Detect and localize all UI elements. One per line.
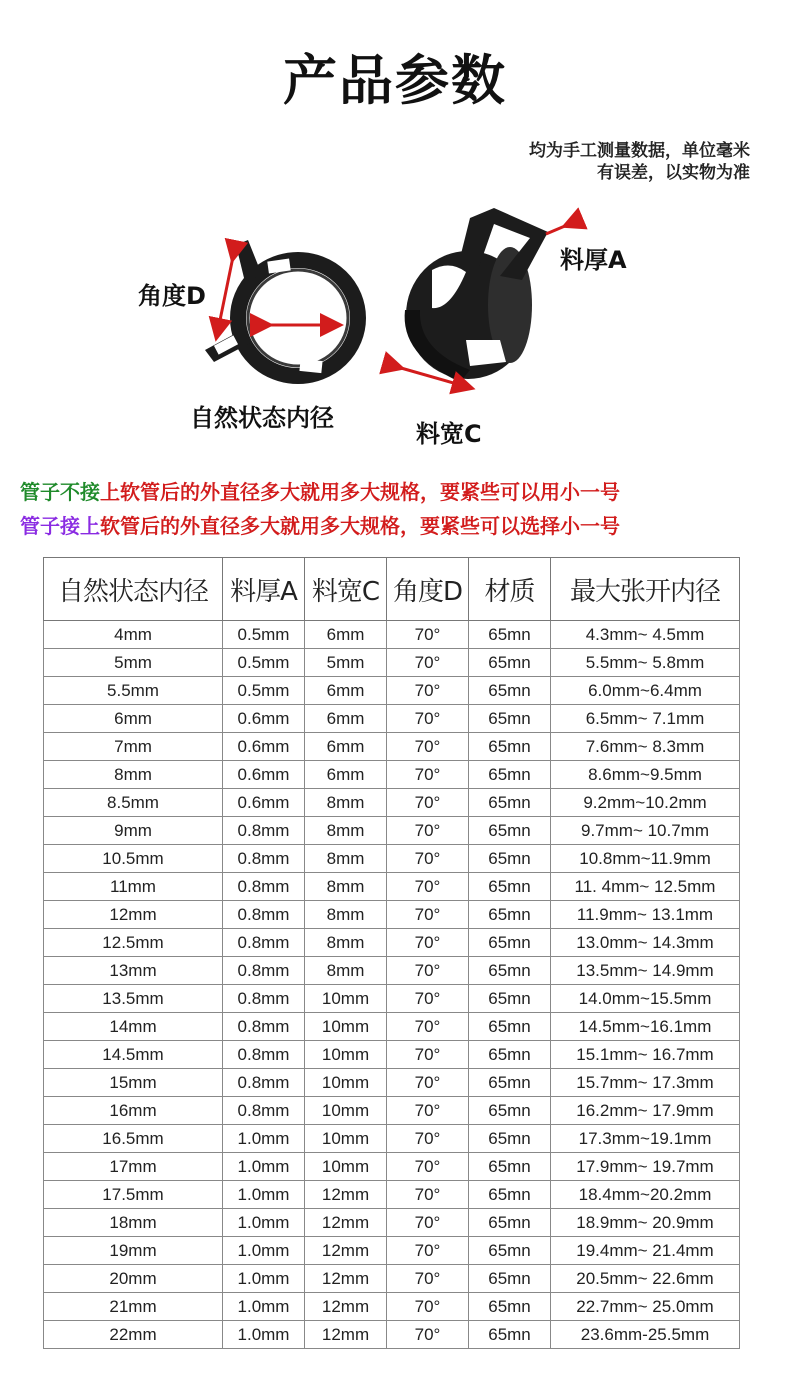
table-cell: 65mn	[469, 677, 551, 705]
table-cell: 65mn	[469, 1041, 551, 1069]
table-cell: 11.9mm~ 13.1mm	[551, 901, 740, 929]
table-cell: 14.5mm	[44, 1041, 223, 1069]
table-cell: 16.2mm~ 17.9mm	[551, 1097, 740, 1125]
table-cell: 65mn	[469, 1209, 551, 1237]
table-row	[44, 1237, 740, 1265]
table-cell: 18.9mm~ 20.9mm	[551, 1209, 740, 1237]
table-cell: 4mm	[44, 621, 223, 649]
table-cell: 65mn	[469, 929, 551, 957]
page-title: 产品参数	[283, 49, 507, 112]
table-cell: 12mm	[305, 1181, 387, 1209]
table-cell: 1.0mm	[223, 1321, 305, 1349]
header-width: 料宽C	[305, 558, 387, 621]
table-cell: 1.0mm	[223, 1265, 305, 1293]
table-cell: 70°	[387, 1069, 469, 1097]
table-cell: 6mm	[305, 761, 387, 789]
table-cell: 6.5mm~ 7.1mm	[551, 705, 740, 733]
table-cell: 13.0mm~ 14.3mm	[551, 929, 740, 957]
table-cell: 18mm	[44, 1209, 223, 1237]
table-cell: 70°	[387, 1181, 469, 1209]
table-cell: 15.7mm~ 17.3mm	[551, 1069, 740, 1097]
table-cell: 12mm	[305, 1293, 387, 1321]
table-row	[44, 1041, 740, 1069]
table-cell: 70°	[387, 733, 469, 761]
table-cell: 1.0mm	[223, 1209, 305, 1237]
table-cell: 10.5mm	[44, 845, 223, 873]
table-cell: 9.2mm~10.2mm	[551, 789, 740, 817]
table-row	[44, 901, 740, 929]
table-cell: 70°	[387, 1265, 469, 1293]
table-row	[44, 845, 740, 873]
table-cell: 65mn	[469, 1237, 551, 1265]
table-cell: 23.6mm-25.5mm	[551, 1321, 740, 1349]
table-row	[44, 1209, 740, 1237]
note-line-1: 均为手工测量数据，单位毫米	[529, 141, 750, 161]
table-cell: 0.8mm	[223, 985, 305, 1013]
label-width-c: 料宽C	[416, 420, 482, 448]
table-cell: 4.3mm~ 4.5mm	[551, 621, 740, 649]
instruction-1-part-c: 软管后的外直径多大就用多大规格，要紧些可以用小一号	[120, 480, 620, 504]
header-max-open: 最大张开内径	[551, 558, 740, 621]
note-line-2: 有误差，以实物为准	[597, 163, 750, 183]
header-material: 材质	[469, 558, 551, 621]
table-cell: 6mm	[305, 621, 387, 649]
table-cell: 6.0mm~6.4mm	[551, 677, 740, 705]
table-cell: 12.5mm	[44, 929, 223, 957]
table-row	[44, 789, 740, 817]
spec-table	[43, 557, 740, 1349]
table-cell: 5mm	[44, 649, 223, 677]
table-cell: 0.6mm	[223, 705, 305, 733]
table-cell: 15.1mm~ 16.7mm	[551, 1041, 740, 1069]
instruction-1-part-a: 管子不接	[20, 480, 100, 504]
table-cell: 70°	[387, 1125, 469, 1153]
table-row	[44, 817, 740, 845]
table-cell: 15mm	[44, 1069, 223, 1097]
spec-table-container	[43, 557, 739, 1349]
table-row	[44, 957, 740, 985]
table-cell: 0.8mm	[223, 901, 305, 929]
table-cell: 19mm	[44, 1237, 223, 1265]
table-cell: 70°	[387, 957, 469, 985]
table-cell: 1.0mm	[223, 1125, 305, 1153]
table-header-row	[44, 558, 740, 621]
table-cell: 65mn	[469, 789, 551, 817]
thickness-arrow	[546, 223, 572, 234]
table-cell: 12mm	[305, 1237, 387, 1265]
table-row	[44, 1069, 740, 1097]
instruction-line-2	[20, 510, 620, 539]
table-row	[44, 1293, 740, 1321]
table-cell: 1.0mm	[223, 1153, 305, 1181]
table-cell: 70°	[387, 1321, 469, 1349]
table-cell: 0.8mm	[223, 845, 305, 873]
table-cell: 17mm	[44, 1153, 223, 1181]
table-cell: 0.8mm	[223, 1041, 305, 1069]
table-cell: 16.5mm	[44, 1125, 223, 1153]
table-cell: 6mm	[305, 733, 387, 761]
large-clamp-image	[405, 208, 548, 382]
table-cell: 0.8mm	[223, 1013, 305, 1041]
table-cell: 70°	[387, 817, 469, 845]
instruction-2-part-b: 软管后的外直径多大就用多大规格，要紧些可以选择小一号	[100, 514, 620, 538]
table-cell: 0.8mm	[223, 1097, 305, 1125]
table-cell: 70°	[387, 1237, 469, 1265]
table-cell: 17.3mm~19.1mm	[551, 1125, 740, 1153]
table-cell: 1.0mm	[223, 1293, 305, 1321]
table-cell: 65mn	[469, 1153, 551, 1181]
table-cell: 65mn	[469, 957, 551, 985]
instruction-2-part-a: 管子接上	[20, 514, 100, 538]
table-row	[44, 1321, 740, 1349]
table-cell: 10mm	[305, 1013, 387, 1041]
table-cell: 70°	[387, 761, 469, 789]
table-cell: 13.5mm	[44, 985, 223, 1013]
table-cell: 65mn	[469, 761, 551, 789]
table-cell: 65mn	[469, 649, 551, 677]
table-cell: 0.8mm	[223, 957, 305, 985]
table-cell: 12mm	[305, 1321, 387, 1349]
table-cell: 8mm	[305, 873, 387, 901]
table-body	[44, 621, 740, 1349]
table-cell: 70°	[387, 873, 469, 901]
table-cell: 65mn	[469, 873, 551, 901]
table-cell: 14.0mm~15.5mm	[551, 985, 740, 1013]
table-cell: 6mm	[305, 677, 387, 705]
table-cell: 8mm	[305, 789, 387, 817]
table-cell: 17.5mm	[44, 1181, 223, 1209]
table-cell: 0.6mm	[223, 733, 305, 761]
table-cell: 22.7mm~ 25.0mm	[551, 1293, 740, 1321]
table-row	[44, 705, 740, 733]
table-cell: 9mm	[44, 817, 223, 845]
table-cell: 10mm	[305, 1153, 387, 1181]
table-cell: 12mm	[44, 901, 223, 929]
table-cell: 6mm	[44, 705, 223, 733]
table-cell: 8mm	[44, 761, 223, 789]
header-thickness: 料厚A	[223, 558, 305, 621]
table-row	[44, 1125, 740, 1153]
table-cell: 11mm	[44, 873, 223, 901]
table-cell: 70°	[387, 1209, 469, 1237]
table-cell: 65mn	[469, 845, 551, 873]
table-row	[44, 1153, 740, 1181]
table-cell: 8mm	[305, 901, 387, 929]
table-cell: 0.8mm	[223, 1069, 305, 1097]
product-diagram	[0, 190, 790, 460]
table-cell: 18.4mm~20.2mm	[551, 1181, 740, 1209]
table-cell: 17.9mm~ 19.7mm	[551, 1153, 740, 1181]
table-cell: 10mm	[305, 1125, 387, 1153]
table-cell: 20mm	[44, 1265, 223, 1293]
table-cell: 70°	[387, 1013, 469, 1041]
table-cell: 70°	[387, 901, 469, 929]
table-row	[44, 649, 740, 677]
instruction-1-part-b: 上	[100, 480, 120, 504]
table-cell: 65mn	[469, 1265, 551, 1293]
table-cell: 10.8mm~11.9mm	[551, 845, 740, 873]
table-cell: 0.5mm	[223, 677, 305, 705]
small-clamp-image	[205, 240, 358, 376]
measurement-note	[529, 140, 750, 184]
table-cell: 20.5mm~ 22.6mm	[551, 1265, 740, 1293]
header-inner-diameter: 自然状态内径	[44, 558, 223, 621]
table-cell: 21mm	[44, 1293, 223, 1321]
header-angle: 角度D	[387, 558, 469, 621]
label-thickness-a: 料厚A	[560, 246, 627, 274]
label-angle-d: 角度D	[138, 282, 206, 310]
table-cell: 65mn	[469, 1181, 551, 1209]
table-row	[44, 985, 740, 1013]
table-cell: 70°	[387, 1293, 469, 1321]
table-cell: 65mn	[469, 1097, 551, 1125]
table-cell: 65mn	[469, 705, 551, 733]
table-cell: 0.8mm	[223, 929, 305, 957]
table-cell: 13.5mm~ 14.9mm	[551, 957, 740, 985]
table-cell: 70°	[387, 929, 469, 957]
table-cell: 13mm	[44, 957, 223, 985]
table-cell: 70°	[387, 1153, 469, 1181]
table-cell: 10mm	[305, 985, 387, 1013]
table-cell: 65mn	[469, 621, 551, 649]
table-cell: 9.7mm~ 10.7mm	[551, 817, 740, 845]
table-cell: 6mm	[305, 705, 387, 733]
table-row	[44, 929, 740, 957]
table-row	[44, 1097, 740, 1125]
table-cell: 10mm	[305, 1041, 387, 1069]
table-cell: 8.6mm~9.5mm	[551, 761, 740, 789]
table-cell: 70°	[387, 789, 469, 817]
table-cell: 1.0mm	[223, 1237, 305, 1265]
table-cell: 65mn	[469, 1125, 551, 1153]
table-row	[44, 1265, 740, 1293]
table-cell: 8mm	[305, 845, 387, 873]
table-cell: 8.5mm	[44, 789, 223, 817]
table-cell: 0.8mm	[223, 873, 305, 901]
table-cell: 65mn	[469, 1321, 551, 1349]
table-cell: 70°	[387, 705, 469, 733]
table-cell: 70°	[387, 1097, 469, 1125]
table-row	[44, 733, 740, 761]
table-cell: 65mn	[469, 1069, 551, 1097]
table-cell: 5.5mm~ 5.8mm	[551, 649, 740, 677]
table-cell: 11. 4mm~ 12.5mm	[551, 873, 740, 901]
table-cell: 70°	[387, 845, 469, 873]
table-cell: 10mm	[305, 1069, 387, 1097]
table-cell: 0.6mm	[223, 761, 305, 789]
table-row	[44, 873, 740, 901]
label-inner-diameter: 自然状态内径	[190, 404, 334, 432]
clamp-illustration	[0, 190, 790, 460]
table-cell: 70°	[387, 1041, 469, 1069]
table-cell: 12mm	[305, 1209, 387, 1237]
table-cell: 22mm	[44, 1321, 223, 1349]
table-cell: 65mn	[469, 985, 551, 1013]
table-cell: 14.5mm~16.1mm	[551, 1013, 740, 1041]
table-cell: 70°	[387, 621, 469, 649]
table-cell: 8mm	[305, 957, 387, 985]
table-cell: 0.5mm	[223, 621, 305, 649]
table-cell: 65mn	[469, 901, 551, 929]
table-cell: 10mm	[305, 1097, 387, 1125]
table-cell: 0.5mm	[223, 649, 305, 677]
table-cell: 0.6mm	[223, 789, 305, 817]
instruction-line-1	[20, 476, 620, 505]
table-cell: 16mm	[44, 1097, 223, 1125]
table-cell: 8mm	[305, 929, 387, 957]
table-cell: 70°	[387, 649, 469, 677]
table-cell: 5mm	[305, 649, 387, 677]
table-row	[44, 1013, 740, 1041]
table-cell: 19.4mm~ 21.4mm	[551, 1237, 740, 1265]
table-cell: 65mn	[469, 733, 551, 761]
table-cell: 1.0mm	[223, 1181, 305, 1209]
table-cell: 7mm	[44, 733, 223, 761]
table-row	[44, 1181, 740, 1209]
table-cell: 5.5mm	[44, 677, 223, 705]
table-cell: 65mn	[469, 1293, 551, 1321]
table-cell: 65mn	[469, 1013, 551, 1041]
table-cell: 8mm	[305, 817, 387, 845]
table-cell: 14mm	[44, 1013, 223, 1041]
table-cell: 7.6mm~ 8.3mm	[551, 733, 740, 761]
table-cell: 70°	[387, 985, 469, 1013]
table-cell: 12mm	[305, 1265, 387, 1293]
table-cell: 70°	[387, 677, 469, 705]
table-row	[44, 621, 740, 649]
table-cell: 65mn	[469, 817, 551, 845]
table-cell: 0.8mm	[223, 817, 305, 845]
table-row	[44, 677, 740, 705]
table-row	[44, 761, 740, 789]
